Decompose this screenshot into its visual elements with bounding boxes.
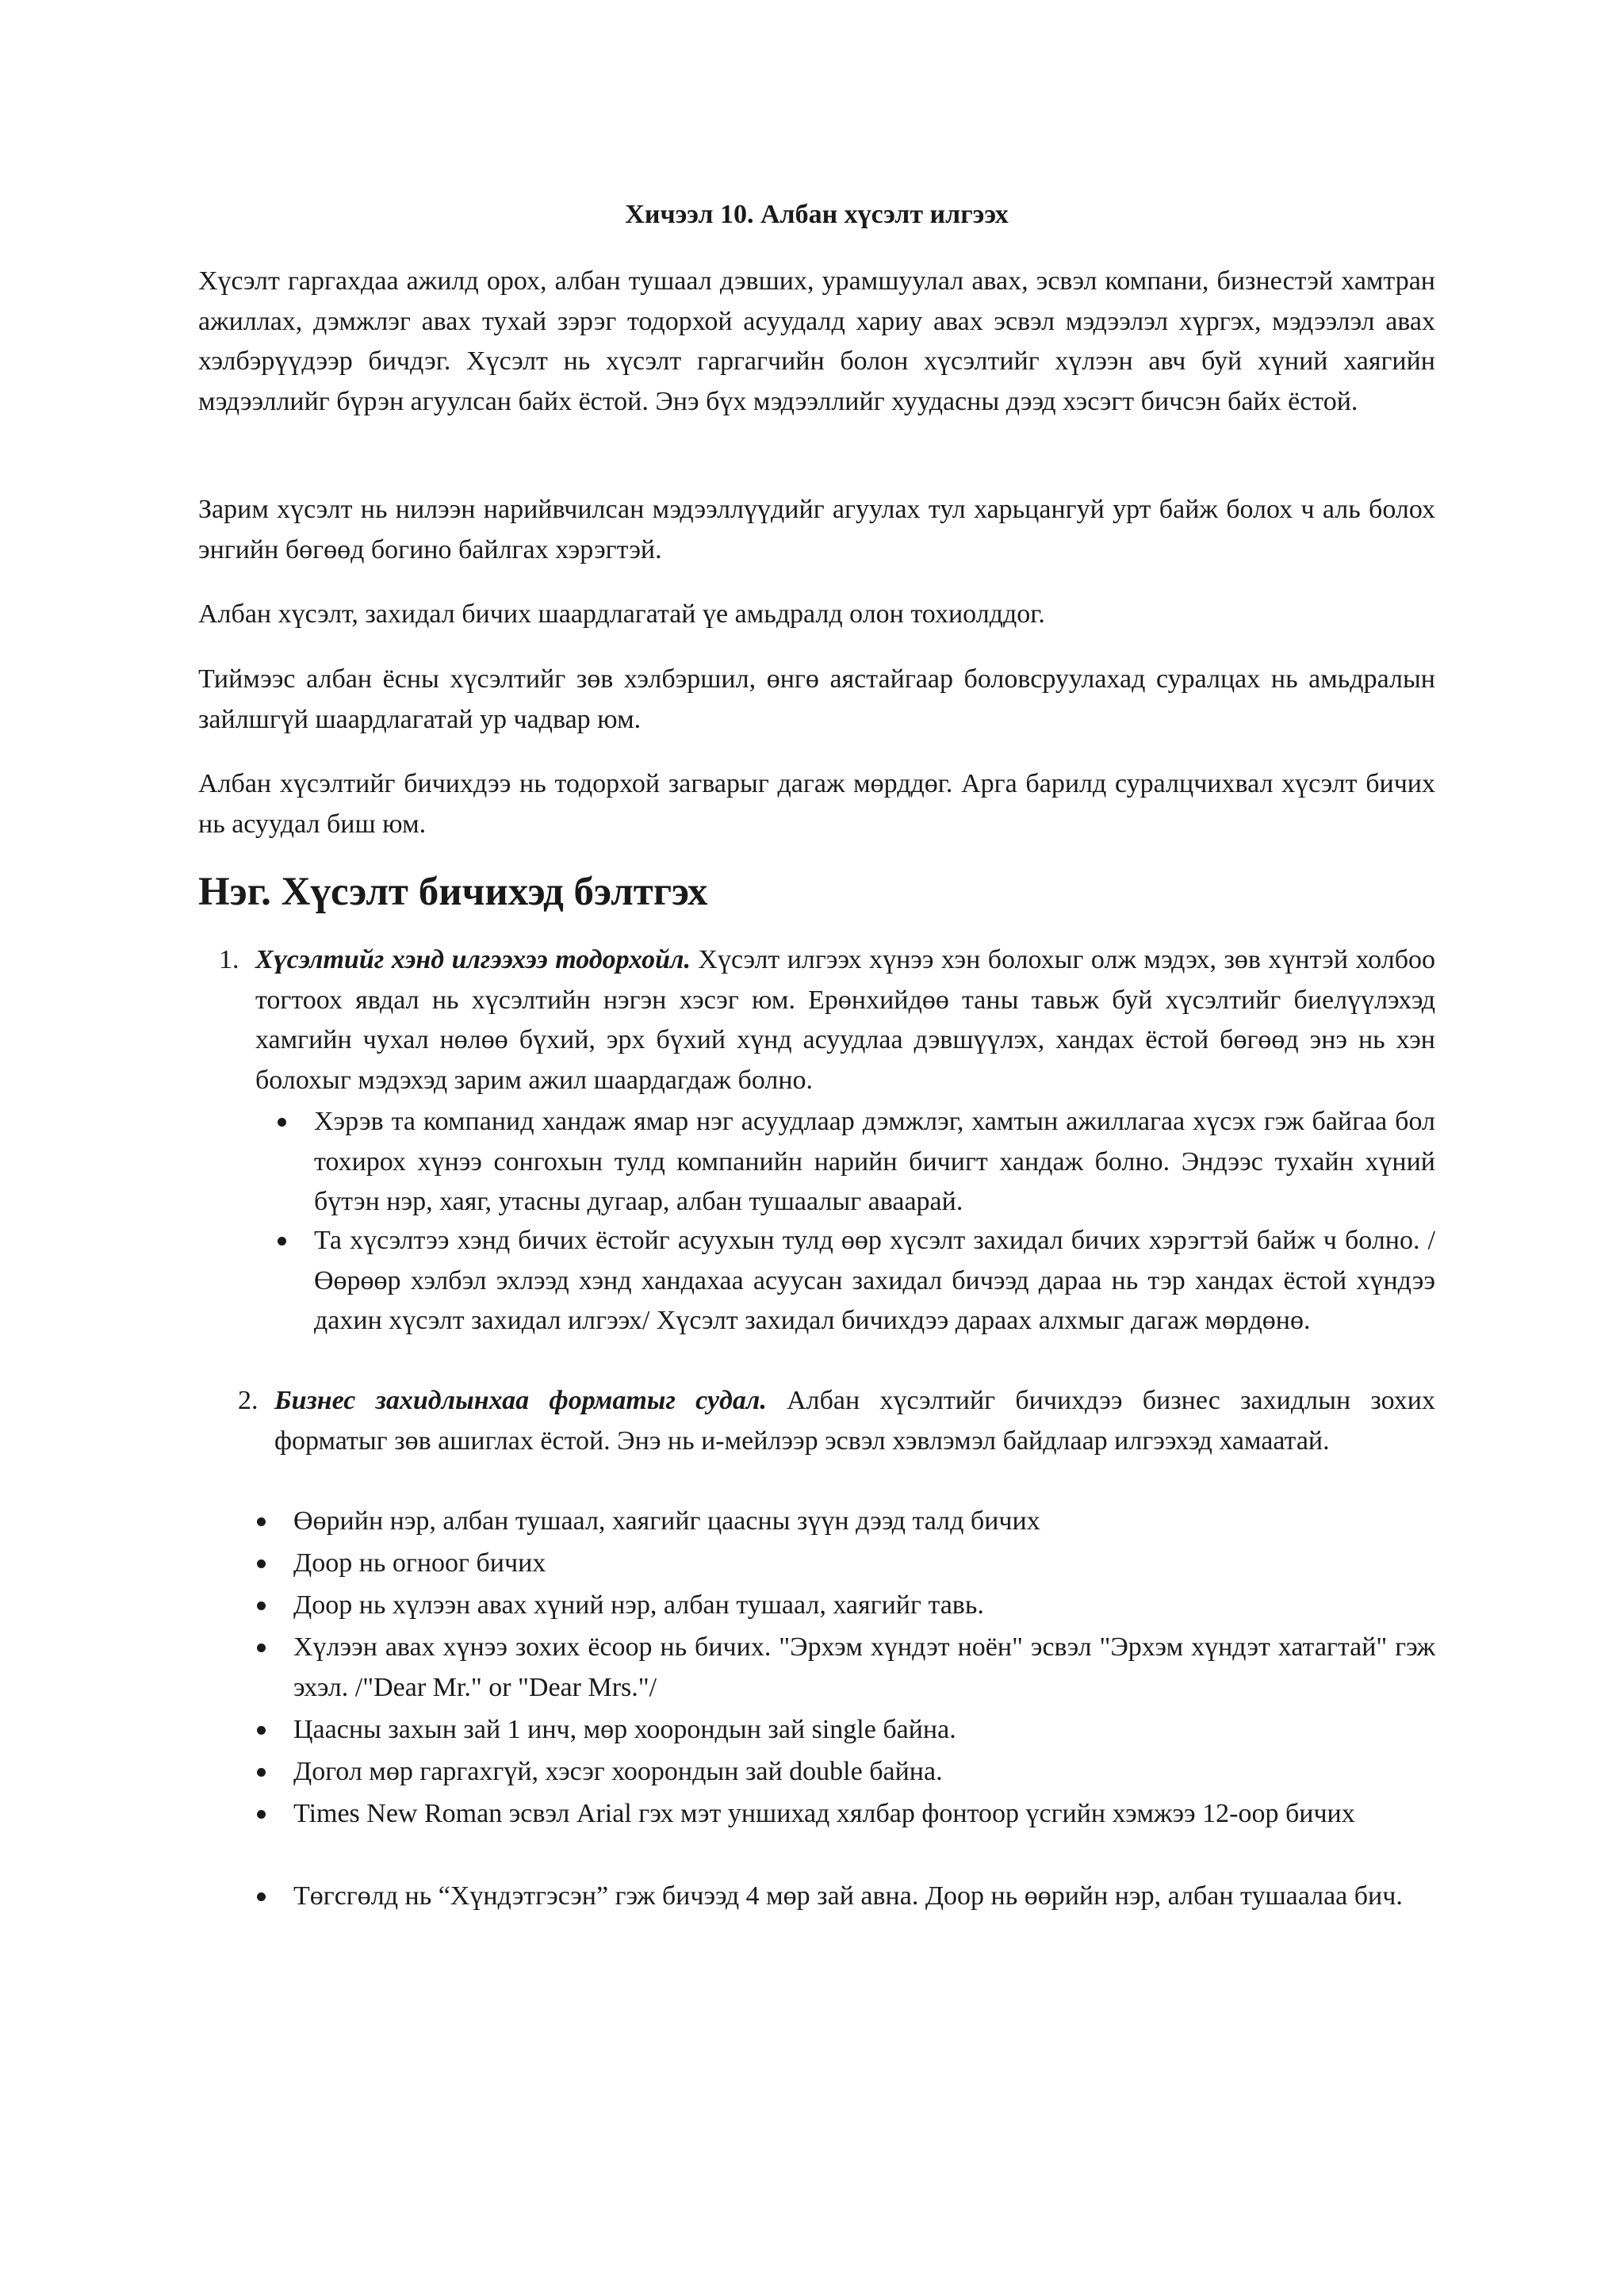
bullet-icon — [257, 1601, 266, 1610]
list-item — [293, 1502, 1435, 1542]
bullet-text: Хүлээн авах хүнээ зохих ёсоор нь бичих. "Эрхэм хүндэт ноён" эсвэл "Эрхэм хүндэт хатагтай" гэж эхэл. /"Dear Mr." or "Dear Mrs."/ — [293, 1632, 1435, 1702]
item-number: 1. — [219, 945, 239, 974]
bullet-text: Times New Roman эсвэл Arial гэх мэт уншихад хялбар фонтоор үсгийн хэмжээ 12-оор бичих — [293, 1799, 1355, 1828]
item-number: 2. — [238, 1386, 259, 1415]
list-item — [293, 1877, 1435, 1917]
bullet-text: Доор нь хүлээн авах хүний нэр, албан тушаал, хаягийг тавь. — [293, 1590, 984, 1620]
list-item — [293, 1586, 1435, 1626]
list-item — [293, 1544, 1435, 1584]
bullet-icon — [257, 1892, 266, 1901]
page-title: Хичээл 10. Албан хүсэлт илгээх — [625, 200, 1009, 229]
numbered-item-2 — [238, 1381, 1435, 1461]
list-item — [293, 1710, 1435, 1751]
list-item — [293, 1794, 1435, 1835]
bullet-icon — [257, 1768, 266, 1777]
item-lead: Хүсэлтийг хэнд илгээхээ тодорхойл. — [255, 945, 691, 974]
list-item — [293, 1752, 1435, 1793]
paragraph-length: Зарим хүсэлт нь нилээн нарийвчилсан мэдээллүүдийг агуулах тул харьцангуй урт байж болох ч аль болох энгийн бөгөөд богино байлгах хэрэгтэй. — [198, 495, 1435, 564]
item-text: Хүсэлт илгээх хүнээ хэн болохыг олж мэдэх, зөв хүнтэй холбоо тогтоох явдал нь хүсэлтийн нэгэн хэсэг юм. Ерөнхийдөө таны тавьж буй хүсэлтийг биелүүлэхэд хамгийн чухал нөлөө бүхий, эрх бүхий хүнд асуудлаа дэвшүүлэх, хандах ёстой бөгөөд энэ нь хэн болохыг мэдэхэд зарим ажил шаардагдаж болно. — [255, 945, 1435, 1095]
list-item — [314, 1102, 1435, 1223]
section-heading: Нэг. Хүсэлт бичихэд бэлтгэх — [198, 870, 708, 914]
bullet-text: Догол мөр гаргахгүй, хэсэг хоорондын зай double байна. — [293, 1757, 943, 1786]
bullet-text: Төгсгөлд нь “Хүндэтгэсэн” гэж бичээд 4 мөр зай авна. Доор нь өөрийн нэр, албан тушаалаа бич. — [293, 1881, 1403, 1911]
bullet-icon — [257, 1644, 266, 1652]
bullet-icon — [257, 1726, 266, 1735]
bullet-text: Цаасны захын зай 1 инч, мөр хоорондын зай single байна. — [293, 1715, 956, 1744]
paragraph-frequency: Албан хүсэлт, захидал бичих шаардлагатай үе амьдралд олон тохиолддог. — [198, 599, 1045, 629]
list-item — [314, 1221, 1435, 1341]
item-text: Албан хүсэлтийг бичихдээ бизнес захидлын зохих форматыг зөв ашиглах ёстой. Энэ нь и-мейлээр эсвэл хэвлэмэл байдлаар илгээхэд хамаатай. — [274, 1386, 1435, 1456]
intro-paragraph: Хүсэлт гаргахдаа ажилд орох, албан тушаал дэвших, урамшуулал авах, эсвэл компани, бизнестэй хамтран ажиллах, дэмжлэг авах тухай зэрэг тодорхой асуудалд хариу авах эсвэл мэдээлэл хүргэх, мэдээлэл авах хэлбэрүүдээр бичдэг. Хүсэлт нь хүсэлт гаргагчийн болон хүсэлтийг хүлээн авч буй хүний хаягийн мэдээллийг бүрэн агуулсан байх ёстой. Энэ бүх мэдээллийг хуудасны дээд хэсэгт бичсэн байх ёстой. — [198, 266, 1435, 416]
bullet-text: Хэрэв та компанид хандаж ямар нэг асуудлаар дэмжлэг, хамтын ажиллагаа хүсэх гэж байгаа бол тохирох хүнээ сонгохын тулд компанийн нарийн бичигт хандаж болно. Эндээс тухайн хүний бүтэн нэр, хаяг, утасны дугаар, албан тушаалыг аваарай. — [314, 1107, 1435, 1216]
bullet-icon — [257, 1810, 266, 1819]
paragraph-template: Албан хүсэлтийг бичихдээ нь тодорхой загварыг дагаж мөрддөг. Арга барилд суралцчихвал хүсэлт бичих нь асуудал биш юм. — [198, 769, 1435, 839]
bullet-text: Доор нь огноог бичих — [293, 1548, 546, 1578]
bullet-icon — [257, 1559, 266, 1568]
bullet-text: Та хүсэлтээ хэнд бичих ёстойг асуухын тулд өөр хүсэлт захидал бичих хэрэгтэй байж ч болно. /Өөрөөр хэлбэл эхлээд хэнд хандахаа асуусан захидал бичээд дараа нь тэр хандах ёстой хүндээ дахин хүсэлт захидал илгээх/ Хүсэлт захидал бичихдээ дараах алхмыг дагаж мөрдөнө. — [314, 1226, 1435, 1335]
bullet-icon — [278, 1237, 286, 1246]
bullet-text: Өөрийн нэр, албан тушаал, хаягийг цаасны зүүн дээд талд бичих — [293, 1506, 1040, 1536]
list-item — [293, 1628, 1435, 1708]
paragraph-skill: Тиймээс албан ёсны хүсэлтийг зөв хэлбэршил, өнгө аястайгаар боловсруулахад суралцах нь амьдралын зайлшгүй шаардлагатай ур чадвар юм. — [198, 664, 1435, 734]
bullet-icon — [257, 1517, 266, 1526]
numbered-item-1 — [219, 940, 1435, 1100]
bullet-icon — [278, 1118, 286, 1127]
item-lead: Бизнес захидлынхаа форматыг судал. — [274, 1386, 767, 1415]
